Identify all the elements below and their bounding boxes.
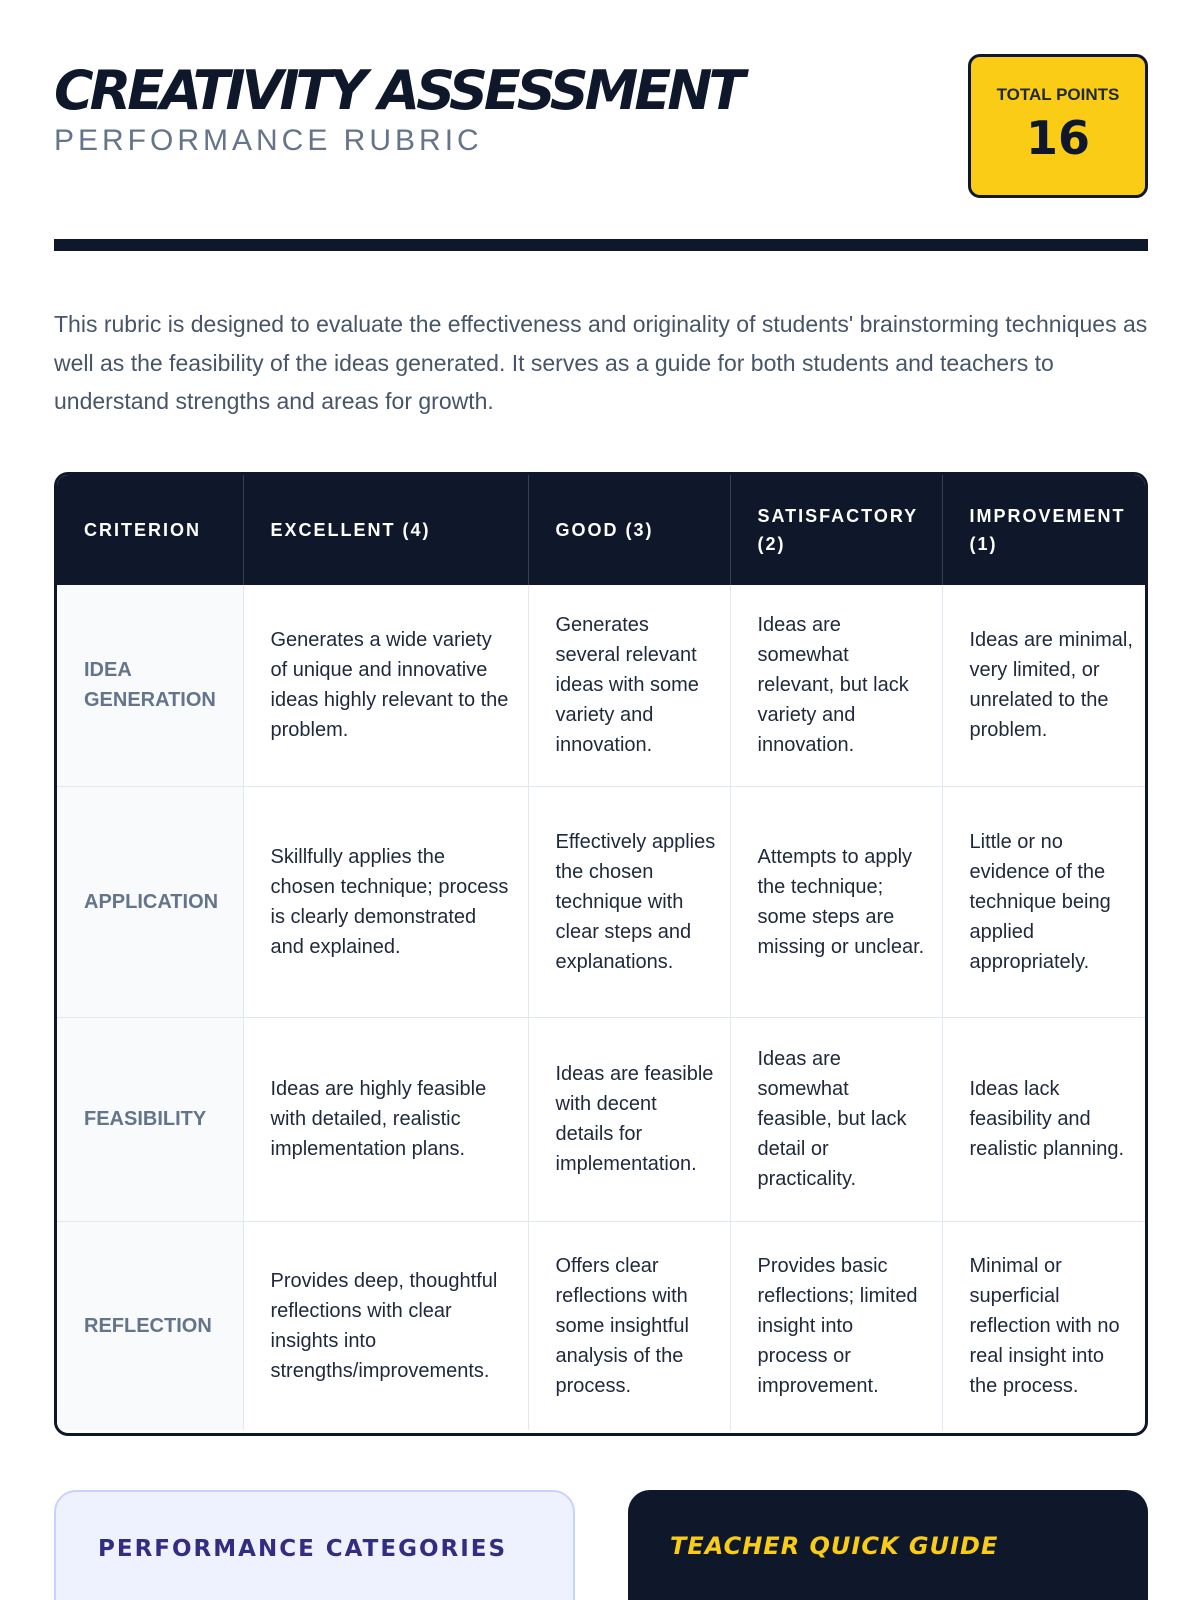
improvement-cell: Little or no evidence of the technique being applied appropriately. [942, 786, 1148, 1017]
excellent-cell: Skillfully applies the chosen technique; process is clearly demonstrated and explained. [243, 786, 528, 1017]
criterion-cell: IDEA GENERATION [57, 585, 243, 786]
total-points-label: TOTAL POINTS [996, 85, 1120, 104]
table-row [57, 786, 1148, 1017]
table-row [57, 585, 1148, 786]
good-cell: Effectively applies the chosen technique with clear steps and explanations. [528, 786, 730, 1017]
criterion-cell: REFLECTION [57, 1221, 243, 1430]
good-cell: Offers clear reflections with some insightful analysis of the process. [528, 1221, 730, 1430]
satisfactory-cell: Provides basic reflections; limited insight into process or improvement. [730, 1221, 942, 1430]
good-cell: Generates several relevant ideas with some variety and innovation. [528, 585, 730, 786]
improvement-cell: Ideas are minimal, very limited, or unrelated to the problem. [942, 585, 1148, 786]
page-header [54, 52, 1148, 202]
excellent-cell: Provides deep, thoughtful reflections with clear insights into strengths/improvements. [243, 1221, 528, 1430]
column-header-criterion: CRITERION [57, 475, 243, 585]
good-cell: Ideas are feasible with decent details for implementation. [528, 1017, 730, 1221]
improvement-cell: Ideas lack feasibility and realistic planning. [942, 1017, 1148, 1221]
page-title: CREATIVITY ASSESSMENT [54, 59, 742, 122]
page-subtitle: PERFORMANCE RUBRIC [54, 124, 483, 157]
total-points-badge [968, 54, 1148, 198]
teacher-quick-guide-panel [628, 1490, 1148, 1600]
performance-categories-panel [54, 1490, 575, 1600]
table-header-row [57, 475, 1148, 585]
satisfactory-cell: Ideas are somewhat feasible, but lack detail or practicality. [730, 1017, 942, 1221]
table-row [57, 1221, 1148, 1430]
total-points-value: 16 [1025, 111, 1090, 165]
excellent-cell: Generates a wide variety of unique and innovative ideas highly relevant to the problem. [243, 585, 528, 786]
rubric-table [54, 472, 1148, 1436]
column-header-good: GOOD (3) [528, 475, 730, 585]
intro-paragraph: This rubric is designed to evaluate the effectiveness and originality of students' brainstorming techniques as well as the feasibility of the ideas generated. It serves as a guide for both students and teachers to understand strengths and areas for growth. [54, 311, 1148, 414]
criterion-cell: APPLICATION [57, 786, 243, 1017]
header-divider [54, 239, 1148, 251]
table-row [57, 1017, 1148, 1221]
performance-categories-title: PERFORMANCE CATEGORIES [98, 1536, 508, 1562]
improvement-cell: Minimal or superficial reflection with no real insight into the process. [969, 1254, 1120, 1397]
excellent-cell: Ideas are highly feasible with detailed, realistic implementation plans. [243, 1017, 528, 1221]
teacher-quick-guide-title: TEACHER QUICK GUIDE [670, 1532, 999, 1560]
column-header-improvement: IMPROVEMENT (1) [969, 506, 1126, 554]
satisfactory-cell: Attempts to apply the technique; some steps are missing or unclear. [730, 786, 942, 1017]
column-header-excellent: EXCELLENT (4) [243, 475, 528, 585]
column-header-satisfactory: SATISFACTORY (2) [730, 475, 942, 585]
satisfactory-cell: Ideas are somewhat relevant, but lack variety and innovation. [730, 585, 942, 786]
criterion-cell: FEASIBILITY [57, 1017, 243, 1221]
